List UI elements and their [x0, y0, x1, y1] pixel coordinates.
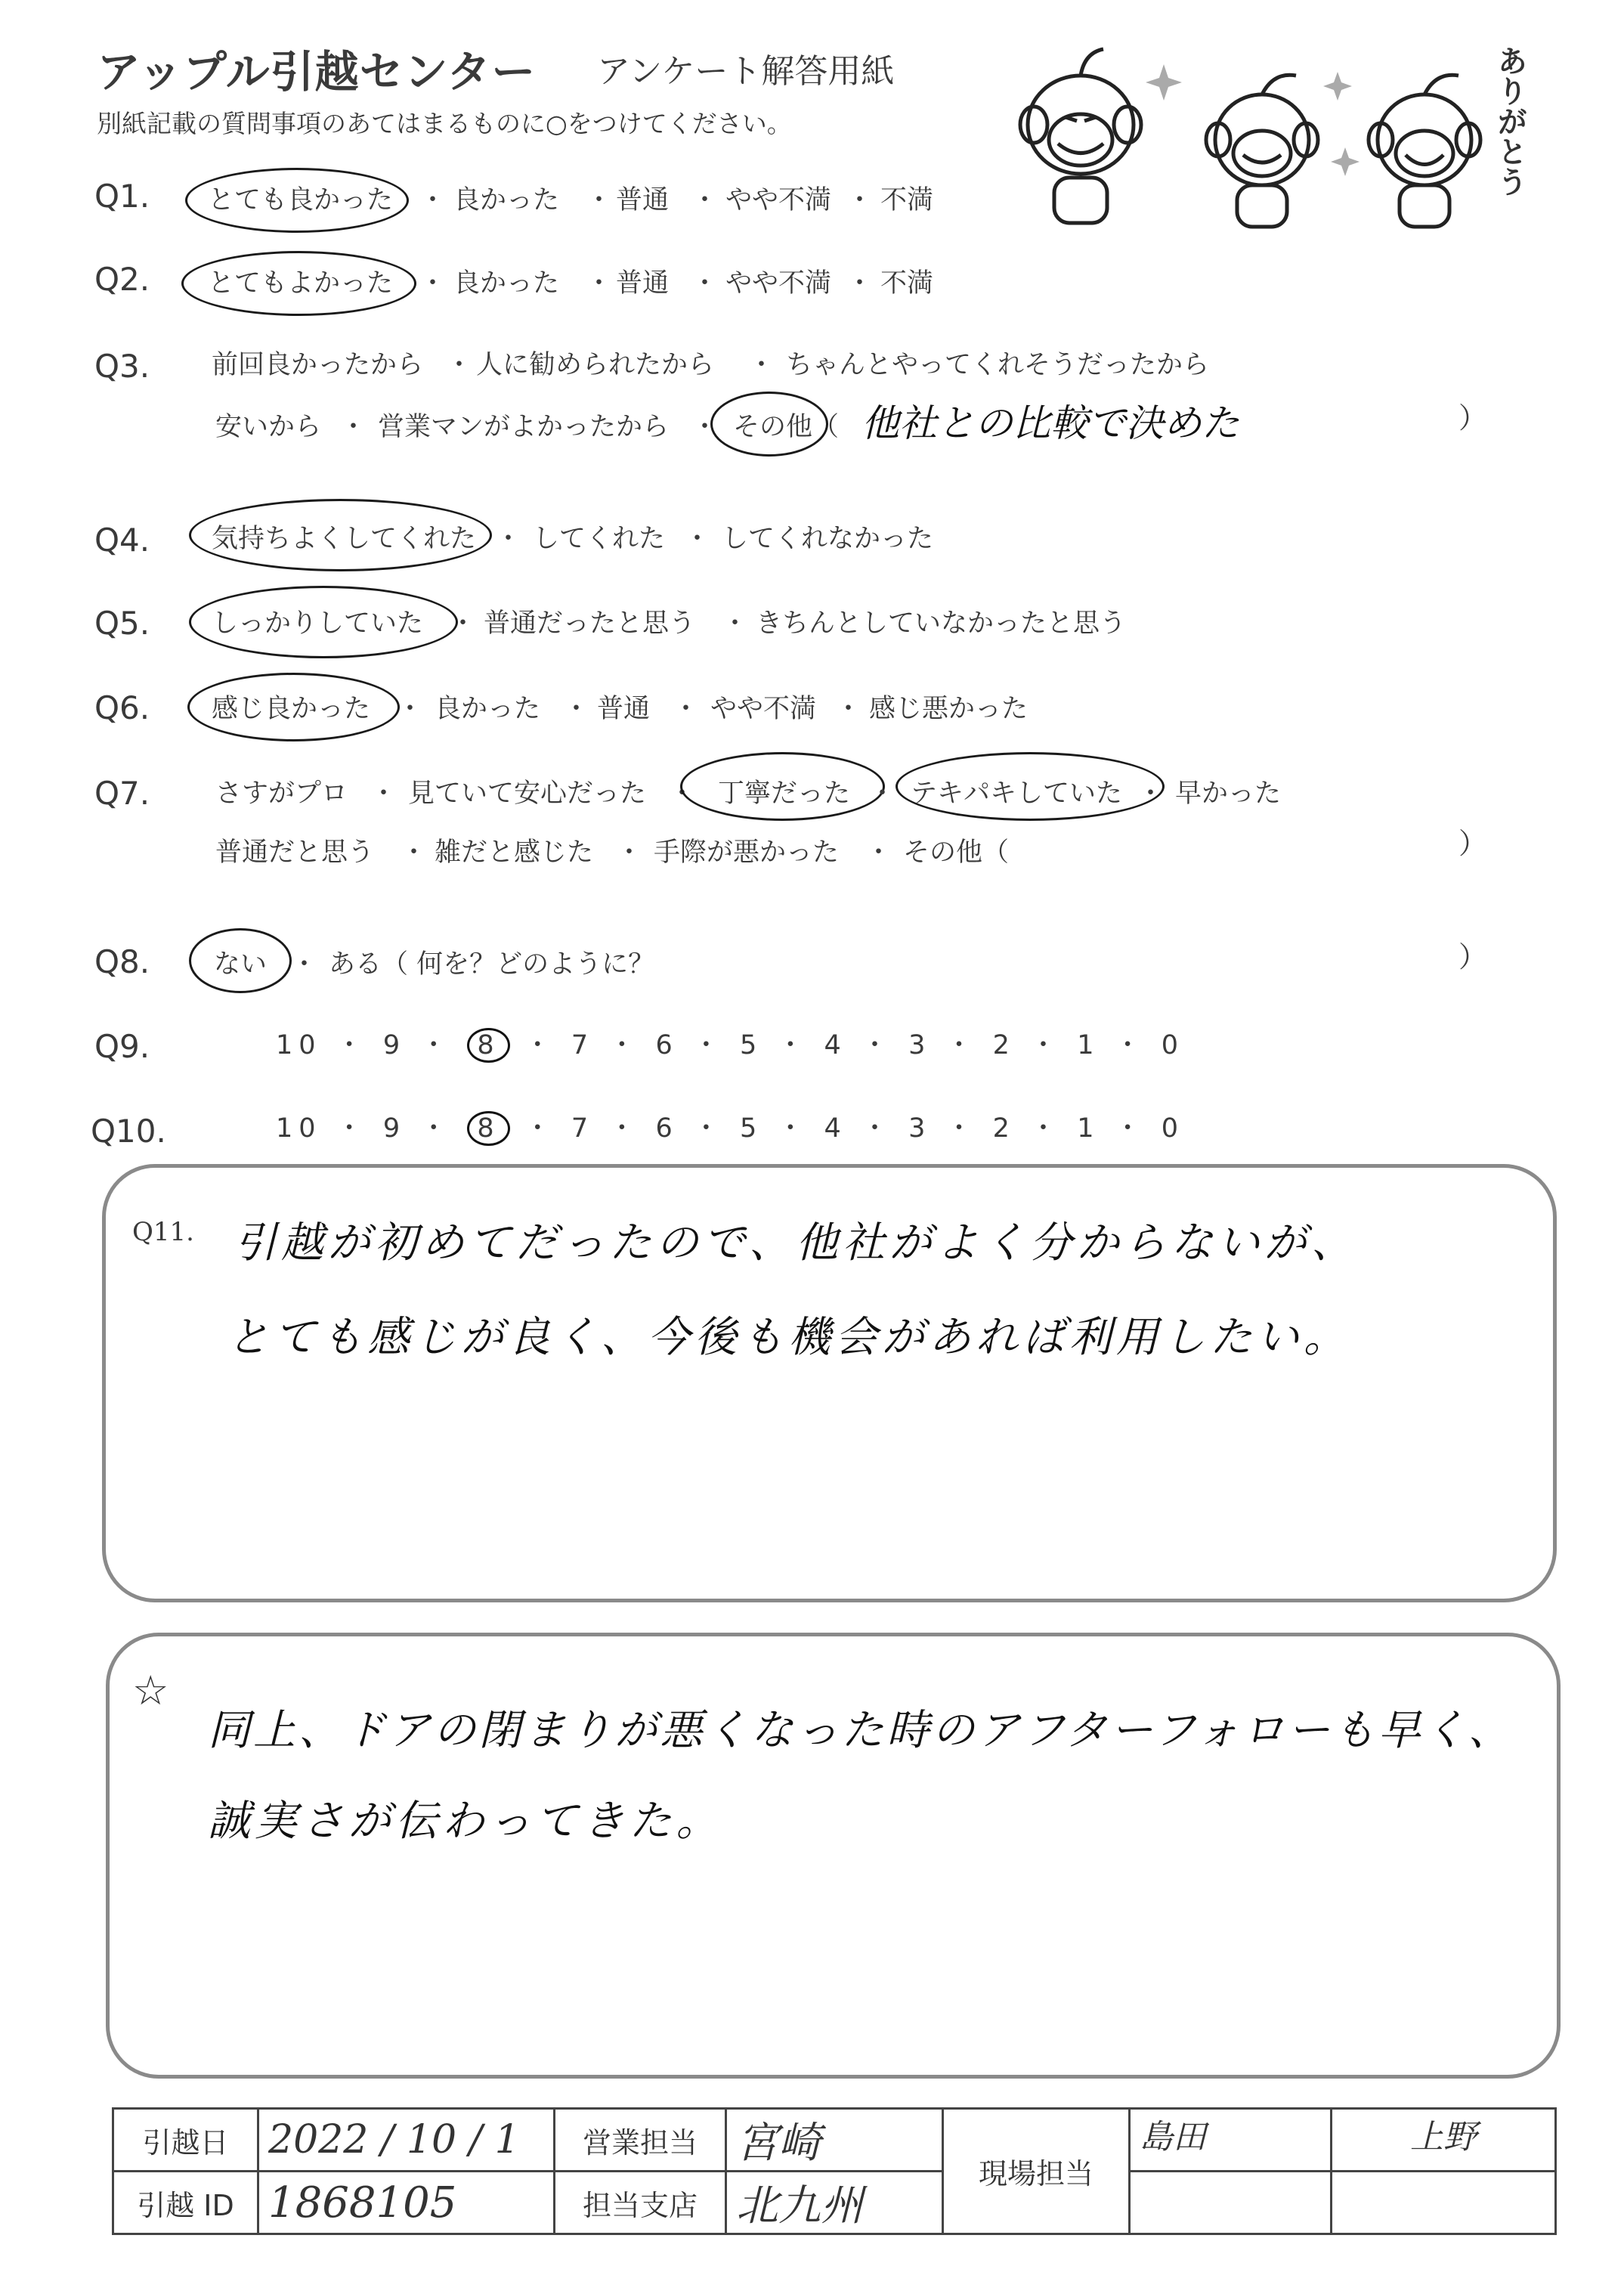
q3-option-1[interactable]: 前回良かったから: [212, 350, 424, 380]
q9-option-3[interactable]: 3: [908, 1030, 932, 1060]
mascot-illustration: [1013, 34, 1542, 231]
branch-label: 担当支店: [555, 2172, 726, 2234]
q6-option-3[interactable]: 普通: [597, 694, 651, 724]
q7-option-8[interactable]: 手際が悪かった: [654, 837, 840, 868]
move-id-label: 引越 ID: [113, 2172, 258, 2234]
q3-option-2[interactable]: 人に勧められたから: [476, 350, 715, 380]
q11-line-2: とても感じが良く、今後も機会があれば利用したい。: [227, 1313, 1350, 1362]
q10-option-5[interactable]: 5: [740, 1113, 763, 1144]
q6-number: Q6.: [94, 689, 150, 726]
q6-option-2[interactable]: 良かった: [435, 694, 541, 724]
q8-option-2[interactable]: ある（ 何を？どのように？: [329, 949, 655, 980]
move-id-value: 1868105: [258, 2172, 555, 2234]
q1-option-5[interactable]: 不満: [880, 185, 934, 215]
q10-option-10[interactable]: 10: [276, 1113, 322, 1144]
q4-number: Q4.: [94, 522, 150, 559]
q7-option-1[interactable]: さすがプロ: [215, 779, 348, 809]
site-staff-2: 上野: [1332, 2109, 1556, 2172]
brand-title: アップル引越センター: [97, 46, 537, 98]
q7-close-paren: ）: [1459, 827, 1488, 860]
q2-option-2[interactable]: 良かった: [453, 268, 560, 299]
thanks-text: ありがとう: [1493, 45, 1527, 197]
q10-option-8[interactable]: 8: [467, 1111, 509, 1146]
q5-option-1[interactable]: しっかりしていた: [212, 608, 424, 639]
sales-value: 宮崎: [726, 2109, 943, 2172]
q10-option-0[interactable]: 0: [1161, 1113, 1185, 1144]
q5-option-2[interactable]: 普通だったと思う: [484, 608, 696, 639]
q4-option-1[interactable]: 気持ちよくしてくれた: [212, 524, 477, 554]
q10-option-4[interactable]: 4: [824, 1113, 847, 1144]
q10-option-2[interactable]: 2: [992, 1113, 1016, 1144]
q3-option-5[interactable]: 営業マンがよかったから: [378, 412, 670, 442]
q9-option-2[interactable]: 2: [992, 1030, 1016, 1060]
q3-number: Q3.: [94, 348, 150, 385]
q10-option-3[interactable]: 3: [908, 1113, 932, 1144]
q2-option-3[interactable]: 普通: [616, 268, 670, 299]
q9-option-5[interactable]: 5: [740, 1030, 763, 1060]
move-date-label: 引越日: [113, 2109, 258, 2172]
q9-option-1[interactable]: 1: [1077, 1030, 1100, 1060]
move-info-table: [112, 2107, 1557, 2235]
q9-option-8[interactable]: 8: [467, 1028, 509, 1063]
q4-option-3[interactable]: してくれなかった: [722, 524, 934, 554]
star-line-1: 同上、ドアの閉まりが悪くなった時のアフターフォローも早く、: [208, 1706, 1514, 1755]
q7-option-3[interactable]: 丁寧だった: [718, 779, 851, 809]
instruction-text: 別紙記載の質問事項のあてはまるものに○をつけてください。: [97, 109, 792, 138]
branch-value: 北九州: [726, 2172, 943, 2234]
q9-scale: 10 ・ 9 ・ 8 ・ 7 ・ 6 ・ 5 ・ 4 ・ 3 ・ 2 ・ 1 ・ 0: [276, 1024, 1184, 1062]
q1-option-1[interactable]: とても良かった: [208, 185, 394, 215]
q1-number: Q1.: [94, 178, 150, 215]
q10-scale: 10 ・ 9 ・ 8 ・ 7 ・ 6 ・ 5 ・ 4 ・ 3 ・ 2 ・ 1 ・ 0: [276, 1107, 1184, 1145]
q10-option-7[interactable]: 7: [571, 1113, 595, 1144]
q3-other-handwritten: 他社との比較で決めた: [861, 401, 1239, 445]
q3-option-4[interactable]: 安いから: [215, 412, 322, 442]
q3-option-other[interactable]: その他（: [733, 412, 840, 442]
q6-option-4[interactable]: やや不満: [710, 694, 817, 724]
sales-label: 営業担当: [555, 2109, 726, 2172]
q1-option-4[interactable]: やや不満: [725, 185, 832, 215]
site-label: 現場担当: [943, 2109, 1130, 2234]
site-staff-1: 島田: [1130, 2109, 1332, 2172]
q7-option-4[interactable]: テキパキしていた: [911, 779, 1123, 809]
q3-close-paren: ）: [1459, 401, 1488, 435]
q6-option-5[interactable]: 感じ悪かった: [869, 694, 1029, 724]
q2-number: Q2.: [94, 261, 150, 298]
q9-option-0[interactable]: 0: [1161, 1030, 1185, 1060]
q9-option-7[interactable]: 7: [571, 1030, 595, 1060]
q8-option-1[interactable]: ない: [214, 949, 268, 980]
q5-number: Q5.: [94, 605, 150, 642]
q9-option-4[interactable]: 4: [824, 1030, 847, 1060]
q7-option-7[interactable]: 雑だと感じた: [435, 837, 594, 868]
q10-option-6[interactable]: 6: [655, 1113, 679, 1144]
q11-line-1: 引越が初めてだったので、他社がよく分からないが、: [234, 1218, 1358, 1268]
form-subtitle: アンケート解答用紙: [597, 52, 895, 91]
q3-option-3[interactable]: ちゃんとやってくれそうだったから: [786, 350, 1210, 380]
site-staff-cell-3: [1130, 2172, 1332, 2234]
q2-option-4[interactable]: やや不満: [725, 268, 832, 299]
q7-option-other[interactable]: その他（: [903, 837, 1010, 868]
q7-number: Q7.: [94, 775, 150, 812]
move-date-value: 2022 / 10 / 1: [258, 2109, 555, 2172]
q9-option-6[interactable]: 6: [655, 1030, 679, 1060]
q7-option-5[interactable]: 早かった: [1175, 779, 1282, 809]
q10-number: Q10.: [91, 1113, 166, 1150]
star-icon: ☆: [132, 1667, 169, 1714]
q6-option-1[interactable]: 感じ良かった: [212, 694, 371, 724]
q5-option-3[interactable]: きちんとしていなかったと思う: [756, 608, 1127, 639]
q10-option-1[interactable]: 1: [1077, 1113, 1100, 1144]
q7-option-6[interactable]: 普通だと思う: [215, 837, 375, 868]
q2-option-5[interactable]: 不満: [880, 268, 934, 299]
q7-option-2[interactable]: 見ていて安心だった: [408, 779, 647, 809]
q1-option-3[interactable]: 普通: [616, 185, 670, 215]
site-staff-cell-4: [1332, 2172, 1556, 2234]
q8-number: Q8.: [94, 943, 150, 980]
q9-option-10[interactable]: 10: [276, 1030, 322, 1060]
q11-label: Q11.: [132, 1217, 194, 1247]
q2-option-1[interactable]: とてもよかった: [208, 268, 394, 299]
q10-option-9[interactable]: 9: [382, 1113, 407, 1144]
q9-option-9[interactable]: 9: [382, 1030, 407, 1060]
star-line-2: 誠実さが伝わってきた。: [208, 1797, 723, 1846]
q8-close-paren: ）: [1459, 940, 1488, 974]
q1-option-2[interactable]: 良かった: [453, 185, 560, 215]
q9-number: Q9.: [94, 1028, 150, 1065]
q4-option-2[interactable]: してくれた: [533, 524, 666, 554]
